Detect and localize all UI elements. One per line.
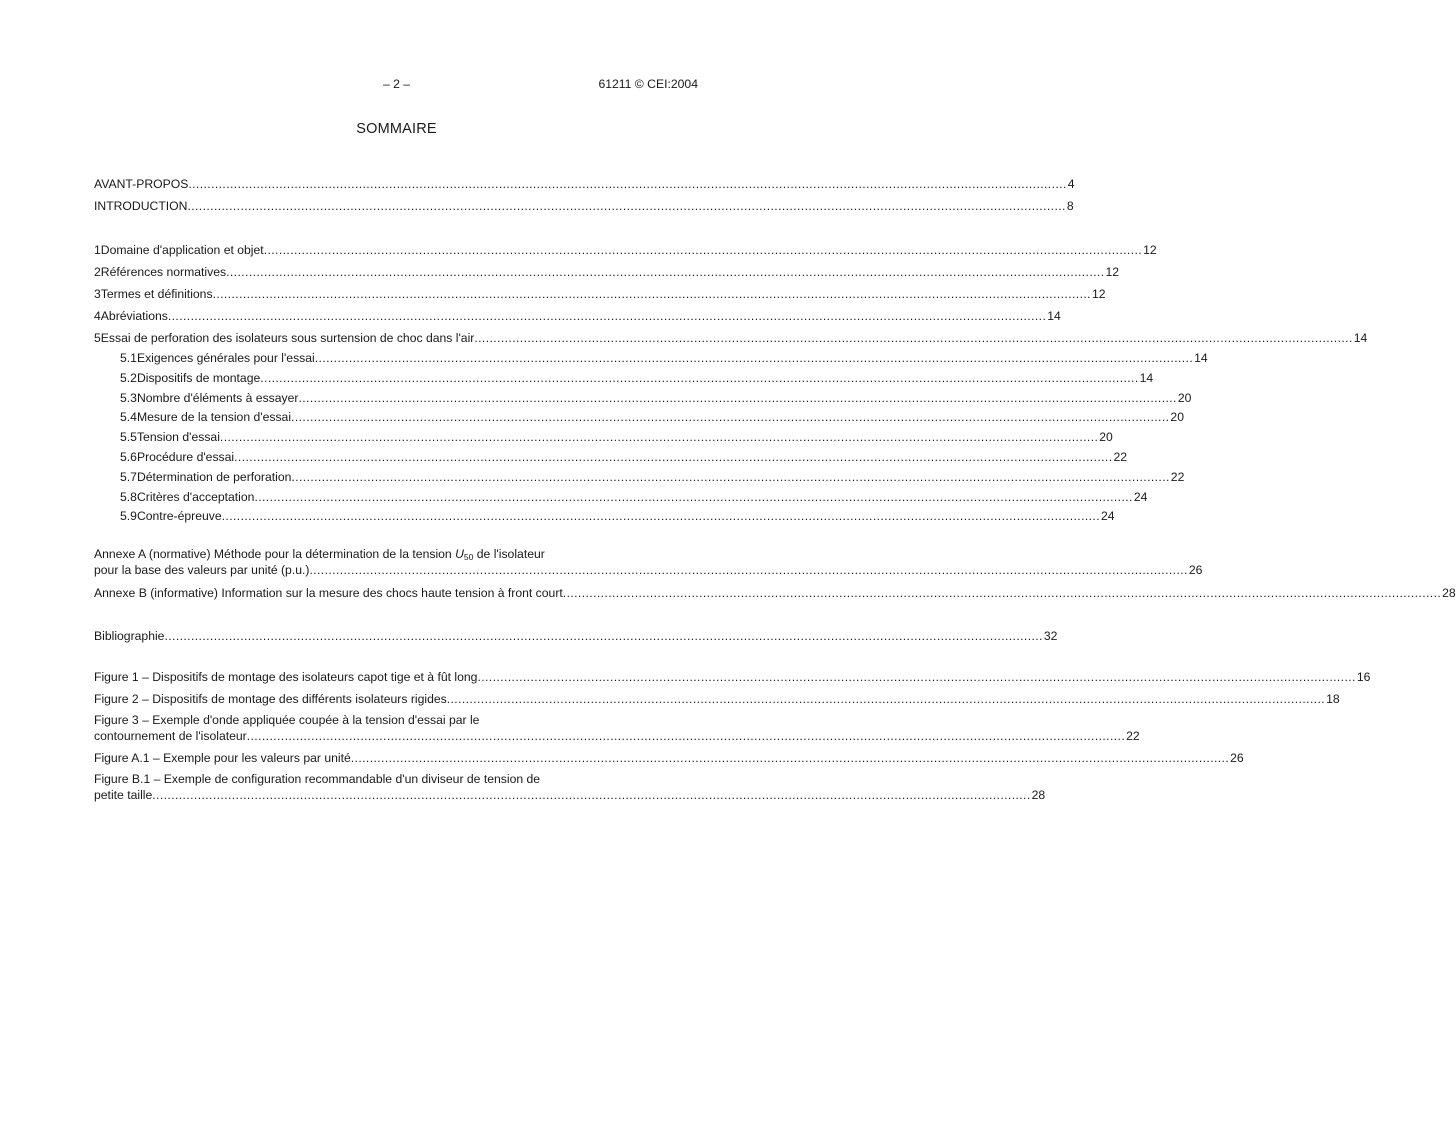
toc-entry-page: 26 bbox=[1188, 563, 1203, 577]
toc-entry-page: 4 bbox=[1067, 177, 1075, 191]
toc-entry-page: 28 bbox=[1442, 586, 1456, 600]
toc-entry-page: 20 bbox=[1177, 390, 1192, 405]
section-number: 5.1 bbox=[120, 351, 137, 365]
toc-entry-label: Contre-épreuve bbox=[136, 509, 222, 524]
toc-entry-page: 20 bbox=[1170, 410, 1184, 425]
section-number: 3 bbox=[94, 287, 101, 301]
toc-entry-section-5[interactable] bbox=[94, 330, 1368, 346]
toc-entry-label: Essai de perforation des isolateurs sous surtension de choc dans l'air bbox=[100, 331, 475, 345]
toc-entry-label: Références normatives bbox=[100, 265, 227, 279]
section-number: 1 bbox=[94, 243, 101, 257]
toc-entry-subsection-5-9[interactable] bbox=[94, 508, 1115, 524]
toc-entry-label: contournement de l'isolateur bbox=[94, 729, 247, 743]
document-reference: 61211 © CEI:2004 bbox=[598, 77, 698, 91]
toc-entry-label: Annexe B (informative) Information sur la mesure des chocs haute tension à front court bbox=[94, 586, 563, 600]
section-number: 5.9 bbox=[120, 509, 137, 524]
toc-entry-label: Figure 1 – Dispositifs de montage des isolateurs capot tige et à fût long bbox=[94, 670, 478, 684]
dot-leader bbox=[220, 429, 1098, 445]
toc-entry-page: 20 bbox=[1099, 430, 1113, 445]
annexe-a-line1 bbox=[94, 547, 698, 562]
dot-leader bbox=[315, 350, 1193, 366]
toc-entry-label: Détermination de perforation bbox=[136, 469, 292, 484]
toc-entry-page: 24 bbox=[1133, 489, 1148, 504]
toc-entry-label: Figure 2 – Dispositifs de montage des différents isolateurs rigides bbox=[94, 692, 447, 706]
toc-entry-section-4[interactable] bbox=[94, 308, 1061, 324]
section-number: 5.2 bbox=[120, 370, 137, 385]
toc-entry-bibliographie[interactable] bbox=[94, 628, 1058, 644]
section-number: 5.5 bbox=[120, 430, 137, 445]
toc-entry-label: Nombre d'éléments à essayer bbox=[136, 390, 299, 405]
toc-entry-label: Exigences générales pour l'essai bbox=[136, 351, 315, 365]
toc-entry-subsection-5-1[interactable] bbox=[94, 350, 1208, 366]
toc-annexe-b-wrapper bbox=[94, 585, 1456, 601]
dot-leader bbox=[563, 585, 1441, 601]
toc-front-matter bbox=[94, 176, 1075, 214]
dot-leader bbox=[234, 449, 1112, 465]
toc-entry-introduction[interactable] bbox=[94, 198, 1074, 214]
toc-entry-label: Abréviations bbox=[100, 309, 168, 323]
toc-entry-page: 24 bbox=[1101, 509, 1115, 524]
toc-entry-label: Figure A.1 – Exemple pour les valeurs par unité bbox=[94, 751, 351, 765]
toc-bibliography-wrapper bbox=[94, 628, 1058, 644]
toc-entry-page: 16 bbox=[1356, 670, 1371, 684]
toc-entry-subsection-5-4[interactable] bbox=[94, 409, 1184, 425]
toc-entry-section-1[interactable] bbox=[94, 242, 1157, 258]
dot-leader bbox=[477, 669, 1355, 685]
toc-entry-label-line1: Figure B.1 – Exemple de configuration recommandable d'un diviseur de tension de bbox=[94, 772, 541, 786]
dot-leader bbox=[247, 728, 1125, 744]
dot-leader bbox=[309, 562, 1187, 578]
toc-entry-figure-1[interactable] bbox=[94, 669, 1371, 685]
toc-entry-annexe-b[interactable] bbox=[94, 585, 1456, 601]
toc-entry-label-line1: Figure 3 – Exemple d'onde appliquée coupée à la tension d'essai par le bbox=[94, 713, 480, 727]
toc-entry-subsection-5-6[interactable] bbox=[94, 449, 1128, 465]
toc-entry-annexe-a[interactable] bbox=[94, 547, 1203, 578]
section-number: 5.4 bbox=[120, 410, 137, 425]
toc-entry-page: 12 bbox=[1091, 287, 1106, 301]
dot-leader bbox=[291, 469, 1169, 485]
toc-entry-label: Dispositifs de montage bbox=[136, 370, 261, 385]
toc-entry-page: 22 bbox=[1126, 729, 1140, 743]
toc-entry-page: 8 bbox=[1066, 199, 1074, 213]
section-number: 5.7 bbox=[120, 469, 137, 484]
dot-leader bbox=[213, 286, 1091, 302]
section-number: 4 bbox=[94, 309, 101, 323]
toc-entry-subsection-5-2[interactable] bbox=[94, 370, 1154, 386]
dot-leader bbox=[226, 264, 1104, 280]
section-number: 2 bbox=[94, 265, 101, 279]
dot-leader bbox=[298, 390, 1176, 406]
dot-leader bbox=[447, 691, 1325, 707]
toc-entry-figure-a1[interactable] bbox=[94, 750, 1244, 766]
toc-entry-figure-b1[interactable] bbox=[94, 772, 1046, 803]
toc-entry-section-2[interactable] bbox=[94, 264, 1120, 280]
dot-leader bbox=[474, 330, 1352, 346]
toc-entry-label: Mesure de la tension d'essai bbox=[136, 410, 292, 425]
toc-entry-figure-2[interactable] bbox=[94, 691, 1340, 707]
dot-leader bbox=[264, 242, 1142, 258]
toc-entry-subsection-5-7[interactable] bbox=[94, 469, 1185, 485]
section-number: 5.3 bbox=[120, 390, 137, 405]
toc-entry-page: 14 bbox=[1047, 309, 1061, 323]
dot-leader bbox=[164, 628, 1042, 644]
section-number: 5 bbox=[94, 331, 101, 345]
toc-entry-label: INTRODUCTION bbox=[94, 199, 188, 213]
dot-leader bbox=[260, 370, 1138, 386]
toc-entry-subsection-5-5[interactable] bbox=[94, 429, 1113, 445]
toc-entry-page: 14 bbox=[1139, 370, 1154, 385]
toc-entry-label: Tension d'essai bbox=[136, 430, 220, 445]
toc-sections bbox=[94, 242, 1368, 524]
toc-entry-subsection-5-3[interactable] bbox=[94, 390, 1192, 406]
toc-entry-label: Critères d'acceptation bbox=[136, 489, 255, 504]
toc-entry-page: 28 bbox=[1031, 788, 1046, 802]
toc-entry-label: Domaine d'application et objet bbox=[100, 243, 264, 257]
dot-leader bbox=[168, 308, 1046, 324]
toc-entry-label: Procédure d'essai bbox=[136, 449, 235, 464]
toc-entry-page: 18 bbox=[1326, 692, 1340, 706]
toc-entry-page: 12 bbox=[1143, 243, 1157, 257]
toc-entry-label: pour la base des valeurs par unité (p.u.) bbox=[94, 563, 310, 577]
toc-entry-page: 12 bbox=[1105, 265, 1120, 279]
section-number: 5.8 bbox=[120, 489, 137, 504]
toc-figures bbox=[94, 669, 1371, 803]
toc-entry-avant-propos[interactable] bbox=[94, 176, 1075, 192]
dot-leader bbox=[152, 787, 1030, 803]
page-title: SOMMAIRE bbox=[356, 121, 437, 137]
toc-entry-page: 26 bbox=[1230, 751, 1244, 765]
toc-entry-section-3[interactable] bbox=[94, 286, 1106, 302]
toc-entry-page: 32 bbox=[1043, 629, 1058, 643]
u50-subscript: 50 bbox=[463, 552, 474, 562]
page-number: – 2 – bbox=[382, 77, 411, 91]
dot-leader bbox=[188, 176, 1066, 192]
dot-leader bbox=[254, 489, 1132, 505]
toc-entry-subsection-5-8[interactable] bbox=[94, 489, 1148, 505]
toc-entry-figure-3[interactable] bbox=[94, 713, 1140, 744]
toc-entry-page: 14 bbox=[1194, 351, 1208, 365]
toc-entry-label: Bibliographie bbox=[94, 629, 165, 643]
dot-leader bbox=[222, 508, 1100, 524]
u50-variable: U bbox=[455, 547, 464, 561]
section-number: 5.6 bbox=[120, 449, 137, 464]
dot-leader bbox=[291, 409, 1169, 425]
annexe-a-title: Annexe A (normative) Méthode pour la détermination de la tension bbox=[94, 547, 456, 561]
annexe-a-title-end: de l'isolateur bbox=[473, 547, 545, 561]
toc-entry-label: Termes et définitions bbox=[100, 287, 213, 301]
toc-entry-label: AVANT-PROPOS bbox=[94, 177, 189, 191]
toc-entry-page: 22 bbox=[1170, 469, 1185, 484]
toc-entry-page: 14 bbox=[1353, 331, 1368, 345]
dot-leader bbox=[187, 198, 1065, 214]
dot-leader bbox=[351, 750, 1229, 766]
toc-entry-label: petite taille bbox=[94, 788, 153, 802]
toc-entry-page: 22 bbox=[1113, 449, 1128, 464]
